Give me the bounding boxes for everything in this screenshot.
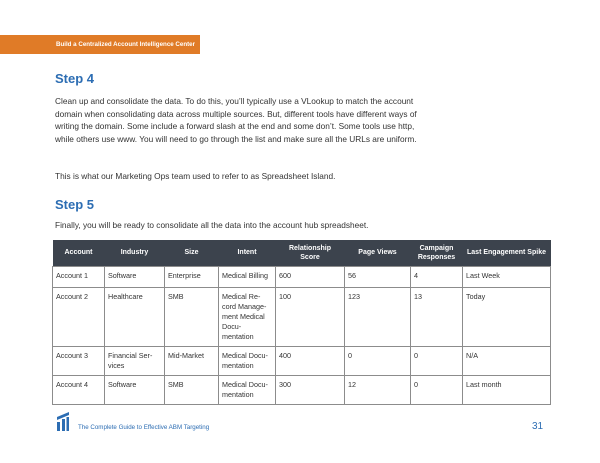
table-cell: 123 [345,287,411,346]
column-header: Account [53,240,105,266]
table-cell: 600 [276,266,345,287]
table-cell: SMB [165,375,219,404]
table-cell: Medical Re-cord Manage-ment Medical Docu-mentation [219,287,276,346]
column-header: Industry [105,240,165,266]
table-cell: 100 [276,287,345,346]
table-cell: SMB [165,287,219,346]
account-hub-table [52,240,551,405]
table-cell: Healthcare [105,287,165,346]
page-number: 31 [532,421,544,432]
table-cell: 56 [345,266,411,287]
table-cell: 300 [276,375,345,404]
table-row [53,375,551,404]
step-4-note: This is what our Marketing Ops team used to refer to as Spreadsheet Island. [55,171,336,181]
table-cell: 400 [276,346,345,375]
table-cell: 12 [345,375,411,404]
table-cell: 0 [411,346,463,375]
table-cell: Financial Ser-vices [105,346,165,375]
column-header: Relationship Score [276,240,345,266]
section-banner: Build a Centralized Account Intelligence Center [0,35,200,54]
table-cell: 4 [411,266,463,287]
bars-logo-icon [56,411,70,431]
column-header: Size [165,240,219,266]
table-cell: Medical Billing [219,266,276,287]
table-cell: Account 1 [53,266,105,287]
table-cell: 13 [411,287,463,346]
step-4-heading: Step 4 [55,71,95,86]
step-4-paragraph: Clean up and consolidate the data. To do this, you’ll typically use a VLookup to match the account domain when consolidating data across multiple sources. But, different tools have different ways of writing the domain. Some include a forward slash at the end and some don’t. Some tools use http, while others use www. You will need to go through the list and make sure all the URLs are uniform. [55,96,417,145]
table-header-row [53,240,551,266]
table-cell: Medical Docu-mentation [219,375,276,404]
table-cell: Mid-Market [165,346,219,375]
table-cell: Software [105,266,165,287]
column-header: Last Engagement Spike [463,240,551,266]
step-5-paragraph: Finally, you will be ready to consolidate all the data into the account hub spreadsheet. [55,220,369,230]
table-cell: Last month [463,375,551,404]
column-header: Intent [219,240,276,266]
footer-guide-title: The Complete Guide to Effective ABM Targeting [78,424,210,431]
table-cell: Today [463,287,551,346]
table-cell: Account 3 [53,346,105,375]
column-header: Campaign Responses [411,240,463,266]
table-cell: Last Week [463,266,551,287]
table-row [53,287,551,346]
table-cell: 0 [411,375,463,404]
column-header: Page Views [345,240,411,266]
table-cell: Account 4 [53,375,105,404]
table-cell: Enterprise [165,266,219,287]
table-cell: N/A [463,346,551,375]
table-cell: Medical Docu-mentation [219,346,276,375]
table-row [53,346,551,375]
table-cell: Account 2 [53,287,105,346]
table-cell: 0 [345,346,411,375]
table-cell: Software [105,375,165,404]
step-5-heading: Step 5 [55,197,95,212]
table-row [53,266,551,287]
